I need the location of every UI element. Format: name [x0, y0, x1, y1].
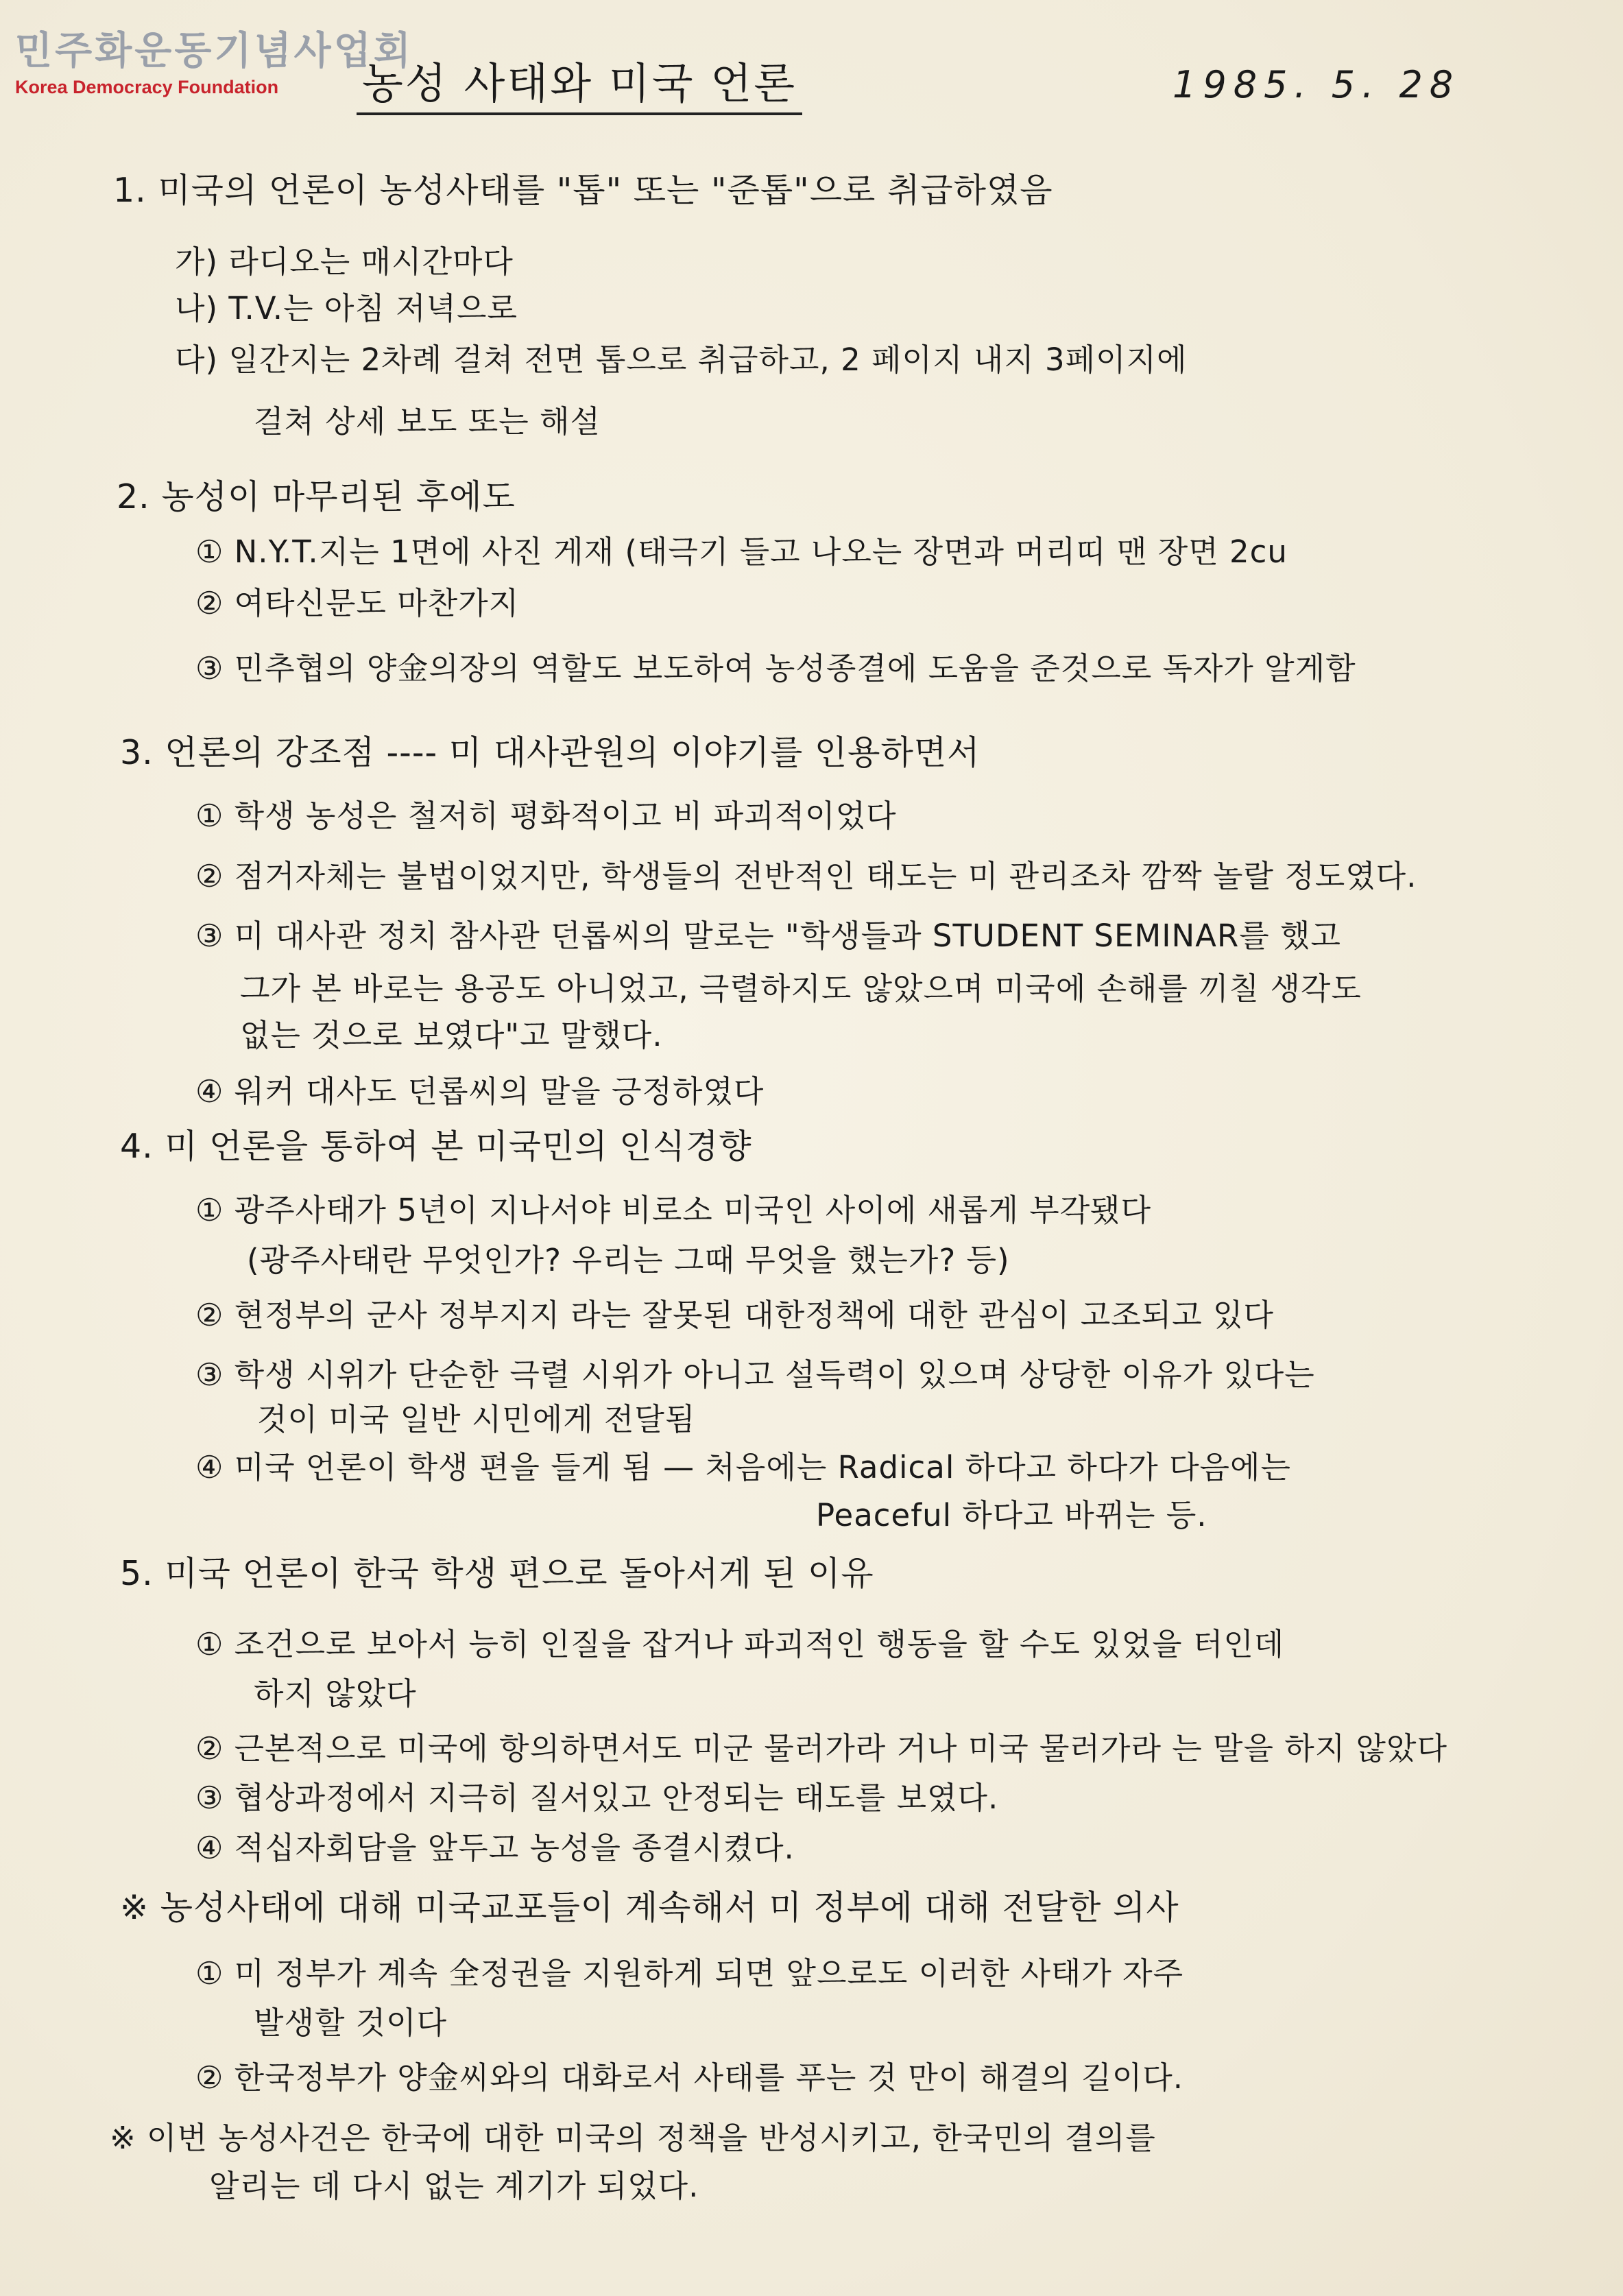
section-1-item: 나) T.V.는 아침 저녁으로 [175, 290, 518, 326]
section-3-item: ② 점거자체는 불법이었지만, 학생들의 전반적인 태도는 미 관리조차 깜짝 놀랄 정도였다. [195, 858, 1417, 894]
section-5-item: ③ 협상과정에서 지극히 질서있고 안정되는 태도를 보였다. [195, 1780, 999, 1816]
closing-note: ※ 이번 농성사건은 한국에 대한 미국의 정책을 반성시키고, 한국민의 결의를 [110, 2120, 1156, 2156]
section-5-heading: 5. 미국 언론이 한국 학생 편으로 돌아서게 된 이유 [120, 1554, 874, 1593]
section-4-item: ③ 학생 시위가 단순한 극렬 시위가 아니고 설득력이 있으며 상당한 이유가 있다는 [195, 1356, 1315, 1393]
section-3-item: 그가 본 바로는 용공도 아니었고, 극렬하지도 않았으며 미국에 손해를 끼칠 생각도 [240, 970, 1362, 1007]
section-6-item: ② 한국정부가 양金씨와의 대화로서 사태를 푸는 것 만이 해결의 길이다. [195, 2059, 1184, 2096]
section-2-item: ① N.Y.T.지는 1면에 사진 게재 (태극기 들고 나오는 장면과 머리띠 맨 장면 2cu [195, 534, 1288, 570]
document-title: 농성 사태와 미국 언론 [357, 56, 802, 115]
section-1-item: 가) 라디오는 매시간마다 [175, 243, 514, 280]
section-2-item: ② 여타신문도 마찬가지 [195, 585, 520, 621]
closing-note: 알리는 데 다시 없는 계기가 되었다. [209, 2168, 699, 2204]
section-3-item: 없는 것으로 보였다"고 말했다. [240, 1017, 663, 1053]
section-2-heading: 2. 농성이 마무리된 후에도 [117, 477, 516, 516]
section-6-item: 발생할 것이다 [254, 2005, 448, 2041]
section-4-item: ① 광주사태가 5년이 지나서야 비로소 미국인 사이에 새롭게 부각됐다 [195, 1192, 1152, 1228]
watermark-korean: 민주화운동기념사업회 [15, 29, 413, 73]
section-5-item: ② 근본적으로 미국에 항의하면서도 미군 물러가라 거나 미국 물러가라 는 말을 하지 않았다 [195, 1730, 1447, 1767]
section-3-item: ③ 미 대사관 정치 참사관 던롭씨의 말로는 "학생들과 STUDENT SEMINAR를 했고 [195, 918, 1341, 954]
section-6-item: ① 미 정부가 계속 全정권을 지원하게 되면 앞으로도 이러한 사태가 자주 [195, 1955, 1184, 1992]
section-4-item: (광주사태란 무엇인가? 우리는 그때 무엇을 했는가? 등) [247, 1242, 1010, 1278]
section-1-item: 다) 일간지는 2차례 걸쳐 전면 톱으로 취급하고, 2 페이지 내지 3페이지에 [175, 342, 1188, 378]
section-4-item: 것이 미국 일반 시민에게 전달됨 [257, 1401, 696, 1437]
section-4-item: Peaceful 하다고 바뀌는 등. [816, 1497, 1207, 1533]
section-1-item: 걸쳐 상세 보도 또는 해설 [254, 403, 601, 440]
section-5-item: ④ 적십자회담을 앞두고 농성을 종결시켰다. [195, 1830, 795, 1866]
section-1-heading: 1. 미국의 언론이 농성사태를 "톱" 또는 "준톱"으로 취급하였음 [113, 171, 1053, 210]
section-3-heading: 3. 언론의 강조점 ---- 미 대사관원의 이야기를 인용하면서 [120, 733, 981, 772]
section-5-item: ① 조건으로 보아서 능히 인질을 잡거나 파괴적인 행동을 할 수도 있었을 터인데 [195, 1626, 1285, 1662]
section-4-item: ④ 미국 언론이 학생 편을 들게 됨 — 처음에는 Radical 하다고 하다가 다음에는 [195, 1449, 1291, 1485]
section-2-item: ③ 민추협의 양金의장의 역할도 보도하여 농성종결에 도움을 준것으로 독자가 알게함 [195, 650, 1356, 686]
section-3-item: ① 학생 농성은 철저히 평화적이고 비 파괴적이었다 [195, 798, 897, 834]
section-4-item: ② 현정부의 군사 정부지지 라는 잘못된 대한정책에 대한 관심이 고조되고 있다 [195, 1297, 1274, 1333]
section-3-item: ④ 워커 대사도 던롭씨의 말을 긍정하였다 [195, 1073, 765, 1110]
section-6-heading: ※ 농성사태에 대해 미국교포들이 계속해서 미 정부에 대해 전달한 의사 [120, 1888, 1179, 1927]
document-date: 1985. 5. 28 [1173, 63, 1460, 106]
section-5-item: 하지 않았다 [254, 1675, 417, 1712]
section-4-heading: 4. 미 언론을 통하여 본 미국민의 인식경향 [120, 1127, 752, 1166]
foundation-watermark [15, 21, 413, 98]
watermark-english: Korea Democracy Foundation [15, 77, 279, 97]
